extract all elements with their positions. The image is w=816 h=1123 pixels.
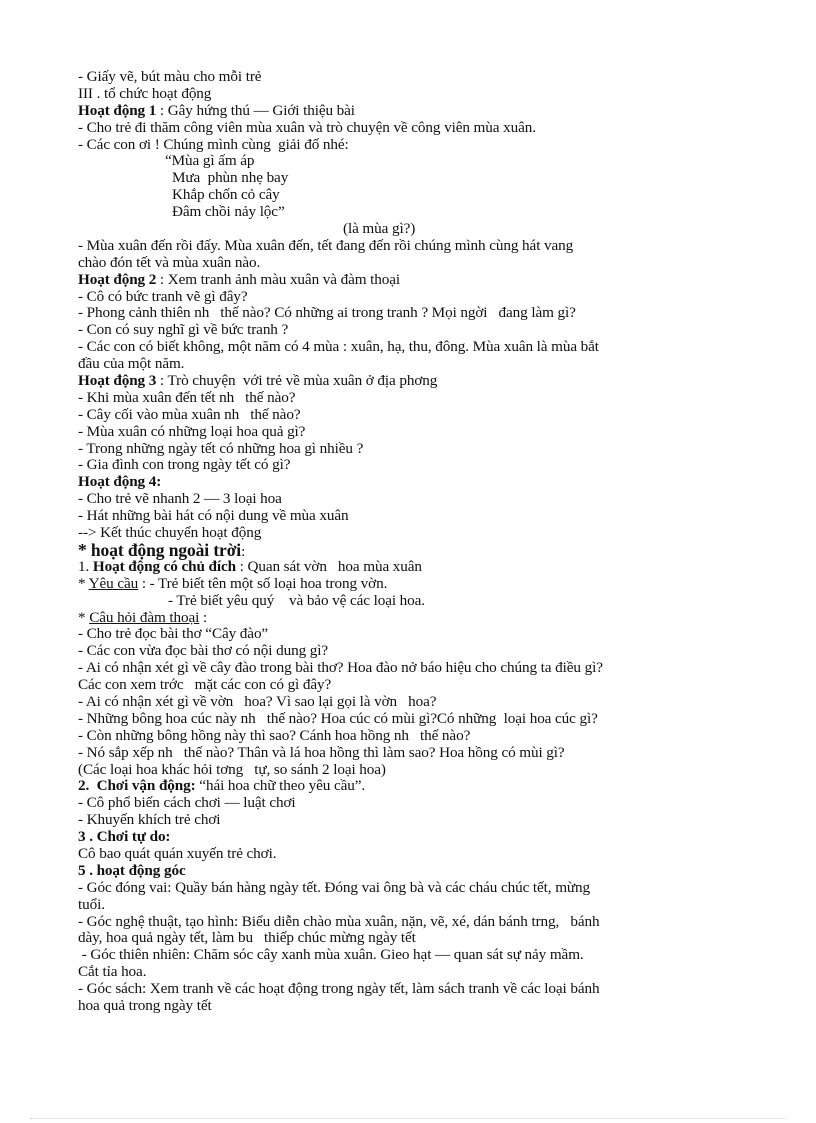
text-line: - Cho trẻ vẽ nhanh 2 — 3 loại hoa xyxy=(78,490,282,508)
heading-text: : Xem tranh ảnh màu xuân và đàm thoại xyxy=(156,270,401,288)
text-line: - Khuyến khích trẻ chơi xyxy=(78,811,221,829)
text-line: --> Kết thúc chuyển hoạt động xyxy=(78,524,262,542)
text-line: đầu của một năm. xyxy=(78,355,185,373)
subheading-5: 5 . hoạt động góc xyxy=(78,861,186,879)
text-line: Các con xem trớc mặt các con có gì đây? xyxy=(78,676,332,694)
questions-colon: : xyxy=(199,608,208,626)
subheading-label: 2. Chơi vận động: xyxy=(78,777,196,795)
text-line: tuổi. xyxy=(78,895,105,913)
text-line: - Mùa xuân đến rồi đấy. Mùa xuân đến, tết đang đến rồi chúng mình cùng hát vang xyxy=(78,236,574,254)
text-line: - Mùa xuân có những loại hoa quả gì? xyxy=(78,422,306,440)
activity-heading-3 xyxy=(78,373,768,390)
subheading-1 xyxy=(78,559,768,576)
text-line: hoa quả trong ngày tết xyxy=(78,996,212,1014)
text-line: - Con có suy nghĩ gì về bức tranh ? xyxy=(78,321,289,339)
requirement-line xyxy=(78,576,768,593)
activity-heading-2 xyxy=(78,272,768,289)
text-line: - Ai có nhận xét gì về vờn hoa? Vì sao lại gọi là vờn hoa? xyxy=(78,692,437,710)
text-line: - Góc thiên nhiên: Chăm sóc cây xanh mùa xuân. Gieo hạt — quan sát sự nảy mầm. xyxy=(78,946,584,964)
text-line: - Góc sách: Xem tranh về các hoạt động trong ngày tết, làm sách tranh về các loại bánh xyxy=(78,980,600,998)
subheading-3: 3 . Chơi tự do: xyxy=(78,828,171,846)
text-line: - Cô phổ biến cách chơi — luật chơi xyxy=(78,794,296,812)
text-line: - Những bông hoa cúc này nh thế nào? Hoa cúc có mùi gì?Có những loại hoa cúc gì? xyxy=(78,709,598,727)
bullet: * xyxy=(78,608,90,626)
text-line: - Cho trẻ đi thăm công viên mùa xuân và trò chuyện về công viên mùa xuân. xyxy=(78,118,536,136)
text-line: - Gia đình con trong ngày tết có gì? xyxy=(78,456,291,474)
text-line: - Cô có bức tranh vẽ gì đây? xyxy=(78,287,248,305)
number: 1. xyxy=(78,557,90,575)
text-line: - Hát những bài hát có nội dung về mùa xuân xyxy=(78,507,349,525)
heading-label: Hoạt động 3 xyxy=(78,372,157,390)
activity-heading-1 xyxy=(78,103,768,120)
text-line: - Ai có nhận xét gì về cây đào trong bài thơ? Hoa đào nở báo hiệu cho chúng ta điều gì? xyxy=(78,659,603,677)
subheading-label: Hoạt động có chủ đích xyxy=(89,557,236,575)
document-page xyxy=(78,69,768,1015)
text-line: - Phong cảnh thiên nh thế nào? Có những ai trong tranh ? Mọi ngời đang làm gì? xyxy=(78,304,576,322)
text-line: chào đón tết và mùa xuân nào. xyxy=(78,253,261,271)
subheading-2 xyxy=(78,778,768,795)
heading-label: Hoạt động 2 xyxy=(78,270,157,288)
riddle-answer: (là mùa gì?) xyxy=(343,220,416,238)
heading-text: : Trò chuyện với trẻ về mùa xuân ở địa phơng xyxy=(156,372,438,390)
riddle-line: “Mùa gì ấm áp xyxy=(165,152,255,170)
text-line: - Các con vừa đọc bài thơ có nội dung gì? xyxy=(78,642,329,660)
text-line: - Còn những bông hồng này thì sao? Cánh hoa hồng nh thế nào? xyxy=(78,726,471,744)
requirement-line: - Trẻ biết yêu quý và bảo vệ các loại hoa. xyxy=(168,591,425,609)
text-line: - Khi mùa xuân đến tết nh thế nào? xyxy=(78,388,296,406)
activity-heading-4: Hoạt động 4: xyxy=(78,473,162,491)
requirement-label: Yêu cầu xyxy=(88,574,139,592)
text-line: (Các loại hoa khác hỏi tơng tự, so sánh 2 loại hoa) xyxy=(78,760,386,778)
text-line: - Các con ơi ! Chúng mình cùng giải đố nhé: xyxy=(78,135,349,153)
section-colon: : xyxy=(241,542,246,560)
section-title: * hoạt động ngoài trời xyxy=(78,539,242,560)
subheading-text: : Quan sát vờn hoa mùa xuân xyxy=(235,557,422,575)
questions-label: Câu hỏi đàm thoại xyxy=(89,608,200,626)
riddle-line: Đâm chồi nảy lộc” xyxy=(172,203,285,221)
requirement-text: : - Trẻ biết tên một số loại hoa trong vờn. xyxy=(138,574,388,592)
text-line: Cô bao quát quán xuyến trẻ chơi. xyxy=(78,844,277,862)
questions-heading xyxy=(78,610,768,627)
text-line: - Các con có biết không, một năm có 4 mùa : xuân, hạ, thu, đông. Mùa xuân là mùa bắt xyxy=(78,338,599,356)
riddle-line: Mưa phùn nhẹ bay xyxy=(172,169,289,187)
page-bottom-divider xyxy=(30,1118,786,1119)
text-line: - Góc đóng vai: Quầy bán hàng ngày tết. Đóng vai ông bà và các cháu chúc tết, mừng xyxy=(78,878,591,896)
text-line: - Cho trẻ đọc bài thơ “Cây đào” xyxy=(78,625,269,643)
riddle-line: Khắp chốn cỏ cây xyxy=(172,186,280,204)
heading-text: : Gây hứng thú — Giới thiệu bài xyxy=(156,101,355,119)
text-line: - Góc nghệ thuật, tạo hình: Biểu diễn chào mùa xuân, nặn, vẽ, xé, dán bánh trng, bánh xyxy=(78,912,600,930)
text-line: Cắt tỉa hoa. xyxy=(78,963,147,981)
text-line: - Cây cối vào mùa xuân nh thế nào? xyxy=(78,405,301,423)
text-line: III . tổ chức hoạt động xyxy=(78,84,212,102)
bullet: * xyxy=(78,574,89,592)
subheading-text: “hái hoa chữ theo yêu cầu”. xyxy=(195,777,366,795)
text-line: - Giấy vẽ, bút màu cho mỗi trẻ xyxy=(78,68,262,85)
section-heading-outdoor xyxy=(78,539,768,560)
text-line: - Nó sắp xếp nh thế nào? Thân và lá hoa hồng thì làm sao? Hoa hồng có mùi gì? xyxy=(78,743,565,761)
text-line: dày, hoa quả ngày tết, làm bu thiếp chúc mừng ngày tết xyxy=(78,929,416,947)
text-line: - Trong những ngày tết có những hoa gì nhiều ? xyxy=(78,439,364,457)
heading-label: Hoạt động 1 xyxy=(78,101,157,119)
